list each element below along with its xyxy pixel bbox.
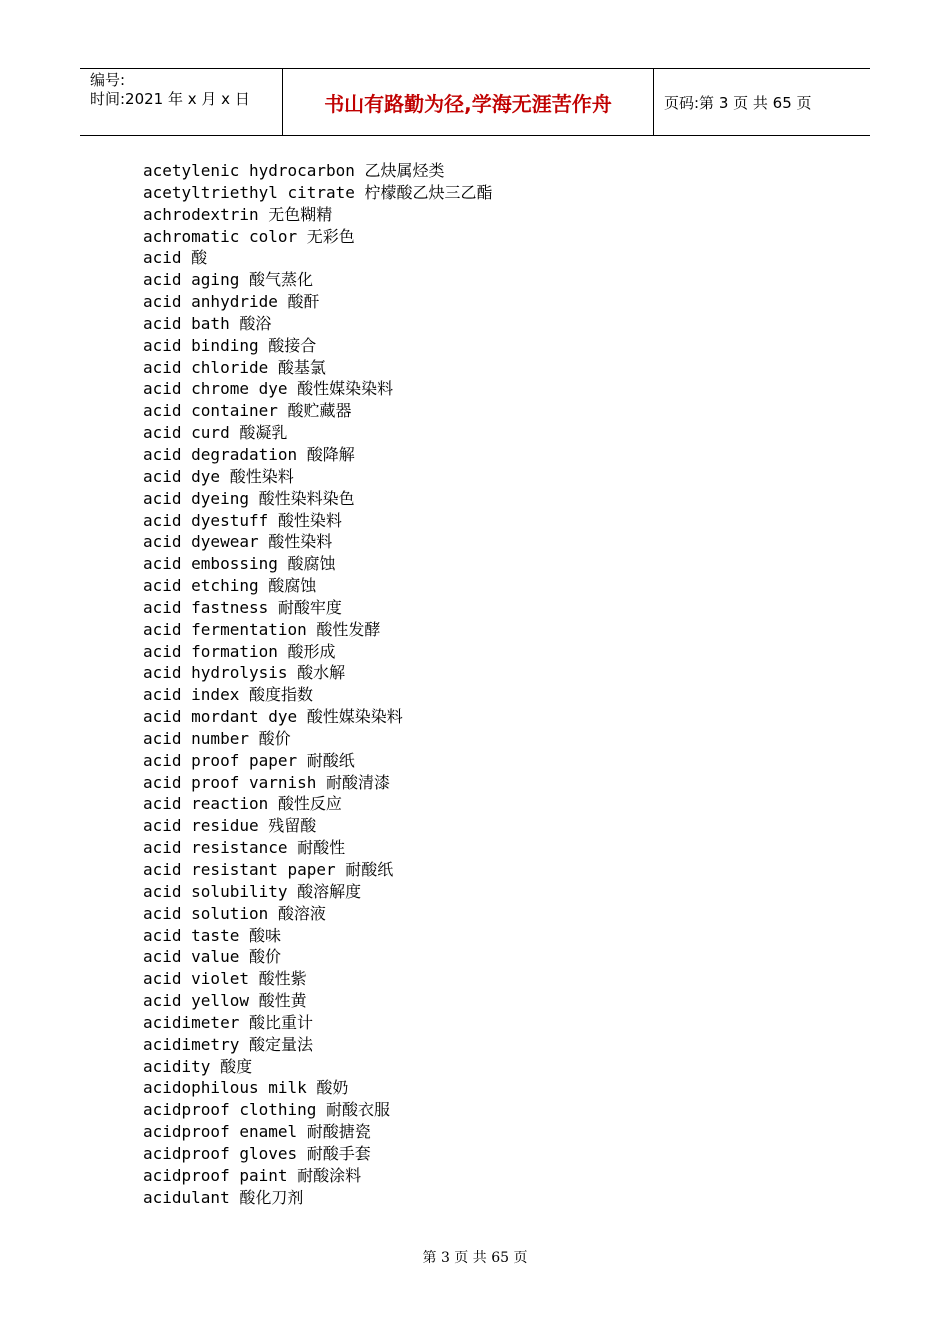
serial-label: 编号: [90, 71, 126, 89]
glossary-entry: acetylenic hydrocarbon 乙炔属烃类 [143, 161, 445, 180]
glossary-entry: acidproof clothing 耐酸衣服 [143, 1100, 391, 1120]
glossary-entry: acid reaction 酸性反应 [143, 794, 342, 814]
glossary-entry: acid etching 酸腐蚀 [143, 576, 317, 596]
glossary-entry: acid hydrolysis 酸水解 [143, 663, 346, 683]
glossary-entry: acid resistant paper 耐酸纸 [143, 860, 394, 879]
glossary-entry: acidulant 酸化刀剂 [143, 1187, 304, 1207]
time-label: 时间:2021 年 x 月 x 日 [90, 90, 250, 108]
glossary-entry: acid mordant dye 酸性媒染染料 [143, 707, 403, 727]
glossary-entry: acid yellow 酸性黄 [143, 991, 307, 1011]
glossary-entry: acidproof gloves 耐酸手套 [143, 1143, 371, 1163]
glossary-entry: acid taste 酸味 [143, 925, 281, 945]
glossary-entry: acid dyestuff 酸性染料 [143, 510, 342, 530]
glossary-entry: acid formation 酸形成 [143, 641, 336, 661]
glossary-entry: acidimeter 酸比重计 [143, 1012, 313, 1032]
glossary-entry: acidproof enamel 耐酸搪瓷 [143, 1122, 371, 1142]
header-page-info: 页码:第 3 页 共 65 页 [664, 93, 812, 112]
glossary-entry: acid 酸 [143, 248, 208, 268]
glossary-entry: acidity 酸度 [143, 1056, 253, 1076]
glossary-entry: acid number 酸价 [143, 728, 291, 748]
glossary-entry: acid aging 酸气蒸化 [143, 270, 313, 290]
glossary-entry: acid value 酸价 [143, 947, 281, 967]
glossary-entry: acid resistance 耐酸性 [143, 838, 346, 858]
glossary-entry: acid degradation 酸降解 [143, 444, 355, 464]
glossary-list [143, 160, 863, 1209]
glossary-entry: acidproof paint 耐酸涂料 [143, 1165, 362, 1185]
glossary-entry: acid container 酸贮藏器 [143, 401, 352, 421]
glossary-entry: acid residue 残留酸 [143, 816, 317, 836]
glossary-entry: acid solution 酸溶液 [143, 903, 326, 923]
page-header [80, 68, 870, 136]
glossary-entry: acid chloride 酸基氯 [143, 357, 326, 377]
glossary-entry: acid fermentation 酸性发酵 [143, 619, 381, 639]
glossary-entry: acid binding 酸接合 [143, 335, 317, 355]
glossary-entry: acid fastness 耐酸牢度 [143, 597, 342, 617]
glossary-entry: achrodextrin 无色糊精 [143, 204, 333, 224]
glossary-entry: acid chrome dye 酸性媒染染料 [143, 379, 394, 399]
glossary-entry: acid index 酸度指数 [143, 685, 313, 705]
glossary-entry: acid embossing 酸腐蚀 [143, 554, 336, 574]
glossary-entry: acidimetry 酸定量法 [143, 1034, 313, 1054]
glossary-entry: acid dye 酸性染料 [143, 466, 294, 486]
page-footer: 第 3 页 共 65 页 [422, 1250, 528, 1266]
glossary-entry: acid bath 酸浴 [143, 313, 272, 333]
glossary-entry: acetyltriethyl citrate 柠檬酸乙炔三乙酯 [143, 182, 493, 202]
glossary-entry: acid proof paper 耐酸纸 [143, 750, 355, 770]
header-motto: 书山有路勤为径,学海无涯苦作舟 [282, 69, 654, 135]
header-meta [80, 69, 282, 135]
glossary-entry: acid solubility 酸溶解度 [143, 881, 362, 901]
glossary-entry: acid dyeing 酸性染料染色 [143, 488, 355, 508]
glossary-entry: acid dyewear 酸性染料 [143, 532, 333, 552]
glossary-entry: acid anhydride 酸酐 [143, 292, 320, 312]
glossary-entry: achromatic color 无彩色 [143, 226, 355, 246]
glossary-entry: acid proof varnish 耐酸清漆 [143, 772, 391, 792]
glossary-entry: acidophilous milk 酸奶 [143, 1078, 349, 1098]
glossary-entry: acid curd 酸凝乳 [143, 423, 288, 443]
glossary-entry: acid violet 酸性紫 [143, 969, 307, 989]
